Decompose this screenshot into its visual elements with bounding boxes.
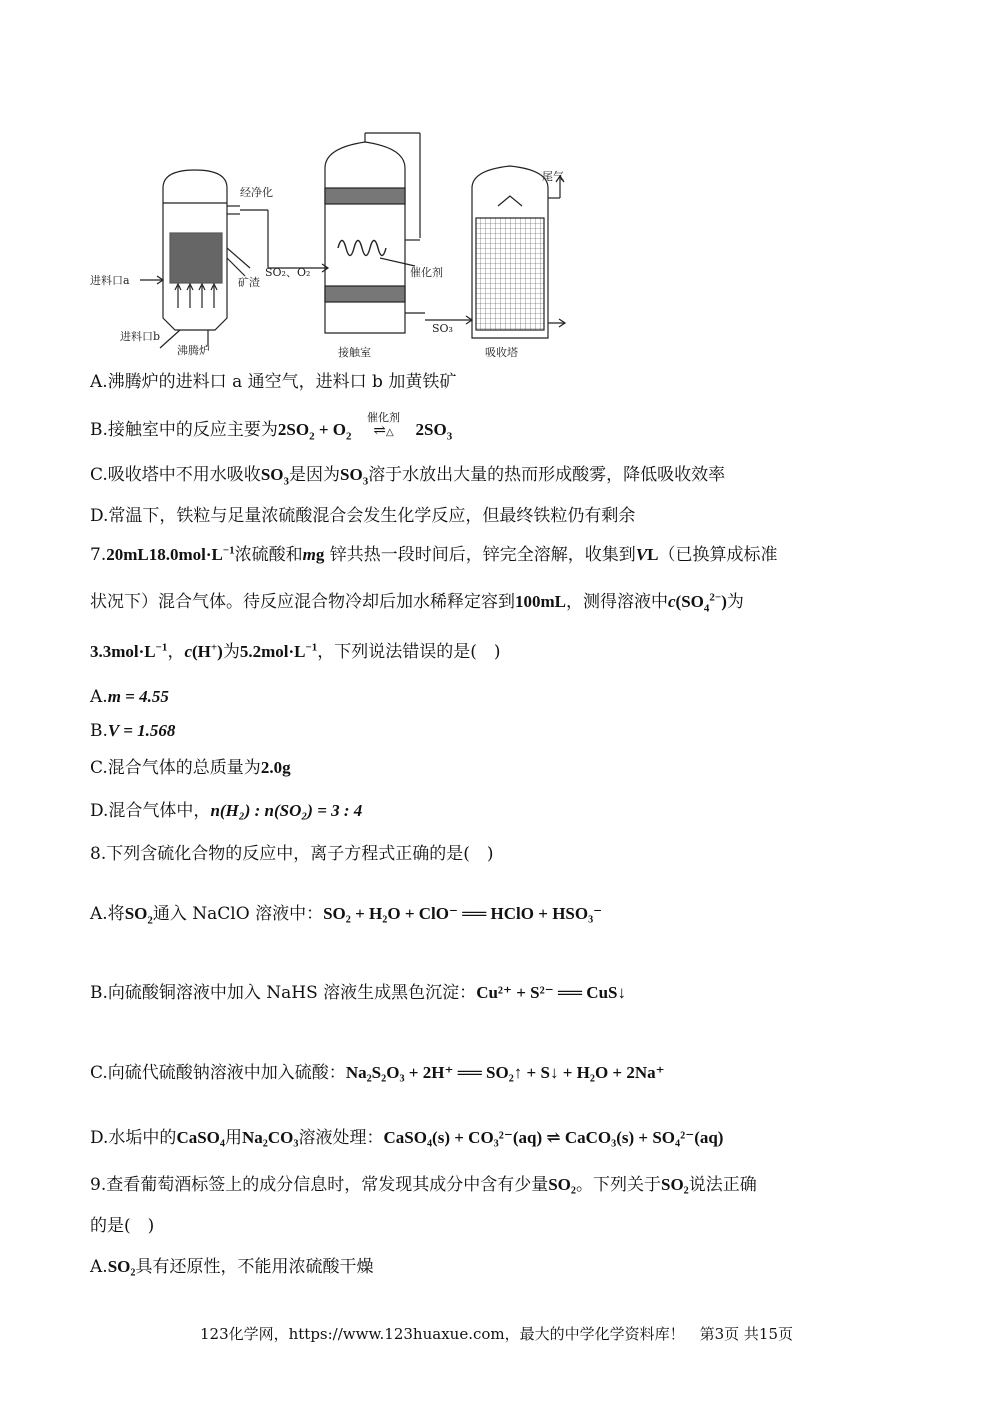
q8-a-equation: SO₂ + H₂O + ClO⁻ ══ HClO + HSO₃⁻	[323, 904, 603, 923]
q8-d-na2co3: Na₂CO₃	[242, 1128, 299, 1147]
q7-number: 7.	[90, 545, 107, 565]
q7-text2: 锌共热一段时间后，锌完全溶解，收集到	[324, 545, 636, 565]
q7-option-b	[90, 722, 175, 740]
q7-b-prefix: B.	[90, 721, 108, 741]
q7-option-a	[90, 688, 169, 706]
q9-stem-line2: 的是( )	[90, 1216, 155, 1236]
q7-text8: 为	[222, 642, 240, 662]
q8-d-text2: 溶液处理：	[298, 1128, 384, 1148]
q7-hydrogen-ion: H	[197, 642, 211, 661]
q6-option-d: D.常温下，铁粒与足量浓硫酸混合会发生化学反应，但最终铁粒仍有剩余	[90, 506, 636, 526]
q7-b-value: V = 1.568	[107, 721, 176, 740]
inlet-b-label: 进料口b	[120, 330, 161, 343]
q6-option-b: B.接触室中的反应主要为$2SO_2 + O_2$ 催化剂 ⇌△ $2SO_3$	[90, 411, 453, 443]
purified-label: 经净化	[240, 186, 273, 199]
tail-gas-label: 尾气	[542, 170, 564, 183]
q8-d-caso4: CaSO₄	[176, 1128, 225, 1147]
q9-so2-2: SO₂	[661, 1175, 689, 1194]
furnace-label: 沸腾炉	[177, 344, 210, 357]
inlet-a-label: 进料口a	[90, 274, 130, 287]
q7-option-c	[90, 759, 291, 777]
q8-a-prefix: A.将	[90, 904, 125, 924]
boiling-furnace	[140, 170, 328, 348]
slag-label: 矿渣	[238, 276, 260, 289]
q6-b-arrow: ⇌	[373, 421, 386, 439]
q7-l-unit: L	[647, 545, 659, 564]
q9-so2-1: SO₂	[548, 1175, 576, 1194]
q8-option-c	[90, 1064, 665, 1082]
catalyst-label: 催化剂	[410, 266, 443, 279]
q7-concentration: 20mL18.0mol·L	[106, 545, 223, 564]
q7-v-var: V	[635, 545, 648, 564]
q7-g-unit: g	[315, 545, 325, 564]
q8-d-equation: CaSO₄(s) + CO₃²⁻(aq) ⇌ CaCO₃(s) + SO₄²⁻(aq)	[383, 1128, 724, 1147]
q6-option-a: A.沸腾炉的进料口 a 通空气，进料口 b 加黄铁矿	[90, 372, 457, 392]
q7-c-var: c	[668, 592, 676, 611]
q7-text7: ，	[167, 642, 185, 662]
q9-stem-line1	[90, 1176, 757, 1194]
q6-b-catalyst-arrow	[352, 411, 416, 439]
q7-stem-line3: $3.3mol\cdot L^{-1}$，c(H+)为$5.2mol\cdot L^{-1}$，下列说法错误的是( )	[90, 641, 501, 662]
q8-a-text: 通入 NaClO 溶液中：	[152, 904, 324, 924]
q7-m-var: m	[302, 545, 316, 564]
q8-b-text: B.向硫酸铜溶液中加入 NaHS 溶液生成黑色沉淀：	[90, 983, 477, 1003]
q7-a-value: m = 4.55	[107, 687, 169, 706]
q9-a-text: 具有还原性，不能用浓硫酸干燥	[135, 1257, 374, 1277]
q9-text2: 。下列关于	[576, 1175, 661, 1195]
q7-text1: 浓硫酸和	[234, 545, 303, 565]
q8-c-text: C.向硫代硫酸钠溶液中加入硫酸：	[90, 1063, 346, 1083]
q6-c-text1: C.吸收塔中不用水吸收	[90, 465, 261, 485]
sulfuric-acid-process-diagram	[80, 108, 600, 370]
q6-b-text: B.接触室中的反应主要为	[90, 420, 278, 440]
q6-c-so3-2: SO	[340, 465, 363, 484]
q7-d-prefix: D.混合气体中，	[90, 801, 211, 821]
q7-c-prefix: C.混合气体的总质量为	[90, 758, 261, 778]
q7-stem-line2: 状况下）混合气体。待反应混合物冷却后加水稀释定容到100mL，测得溶液中$c(SO_4^{2-})$为	[90, 591, 744, 615]
q7-hydrogen-value: 5.2mol·L	[239, 642, 306, 661]
q6-b-plus: + O	[314, 420, 347, 439]
q9-a-prefix: A.	[90, 1257, 108, 1277]
q9-a-so2: SO₂	[107, 1257, 136, 1276]
q6-b-lhs: 2SO	[277, 420, 310, 439]
q7-text5: ，测得溶液中	[566, 592, 668, 612]
q6-b-rhs: 2SO	[415, 420, 447, 439]
q8-option-d	[90, 1129, 723, 1147]
q8-c-equation: Na₂S₂O₃ + 2H⁺ ══ SO₂↑ + S↓ + H₂O + 2Na⁺	[345, 1063, 665, 1082]
q7-sulfate-value: 3.3mol·L	[90, 642, 156, 661]
so3-label: SO₃	[432, 322, 453, 335]
q8-stem: 8.下列含硫化合物的反应中，离子方程式正确的是( )	[90, 844, 494, 864]
q9-text3: 说法正确	[688, 1175, 757, 1195]
q8-d-prefix: D.水垢中的	[90, 1128, 177, 1148]
page-footer: 123化学网，https://www.123huaxue.com，最大的中学化学资料库！ 第3页 共15页	[199, 1325, 794, 1343]
q7-c-var-2: c	[184, 642, 192, 661]
q7-text3: （已换算成标准	[658, 545, 778, 565]
q6-c-text2: 是因为	[289, 465, 340, 485]
q7-text6: 为	[726, 592, 744, 612]
q9-text1: 9.查看葡萄酒标签上的成分信息时，常发现其成分中含有少量	[90, 1175, 549, 1195]
q8-d-text: 用	[225, 1128, 242, 1148]
contact-chamber	[325, 133, 472, 333]
q7-d-value: n(H₂) : n(SO₂) = 3 : 4	[210, 801, 363, 820]
absorption-tower	[472, 166, 565, 338]
q6-b-delta: △	[385, 427, 394, 438]
q7-c-value: 2.0g	[260, 758, 291, 777]
q6-option-c: C.吸收塔中不用水吸收$SO_3$是因为$SO_3$溶于水放出大量的热而形成酸雾，降低吸收效率	[90, 465, 726, 488]
q7-sulfate: SO	[681, 592, 704, 611]
q6-b-catalyst: 催化剂	[367, 411, 401, 424]
q7-volume: 100mL	[515, 592, 566, 611]
q9-option-a	[90, 1258, 373, 1276]
gas-in-label: SO₂、O₂	[265, 266, 311, 279]
q7-option-d	[90, 802, 362, 820]
q6-c-so3-1: SO	[260, 465, 284, 484]
absorber-label: 吸收塔	[485, 346, 518, 359]
contact-label: 接触室	[338, 346, 371, 359]
q7-a-prefix: A.	[90, 687, 108, 707]
q6-c-text3: 溶于水放出大量的热而形成酸雾，降低吸收效率	[368, 465, 726, 485]
q8-b-equation: Cu²⁺ + S²⁻ ══ CuS↓	[476, 983, 626, 1002]
q8-option-b	[90, 984, 626, 1002]
q7-text4: 状况下）混合气体。待反应混合物冷却后加水稀释定容到	[90, 592, 515, 612]
q7-text9: ，下列说法错误的是( )	[317, 642, 501, 662]
q7-stem-line1: $7.20mL18.0mol\cdot L^{-1}$浓硫酸和mg 锌共热一段时间后，锌完全溶解，收集到VL（已换算成标准	[90, 544, 778, 565]
q8-option-a: A.将$SO_2$通入 NaClO 溶液中：SO₂ + H₂O + ClO⁻ ══ HClO + HSO₃⁻	[90, 904, 603, 927]
